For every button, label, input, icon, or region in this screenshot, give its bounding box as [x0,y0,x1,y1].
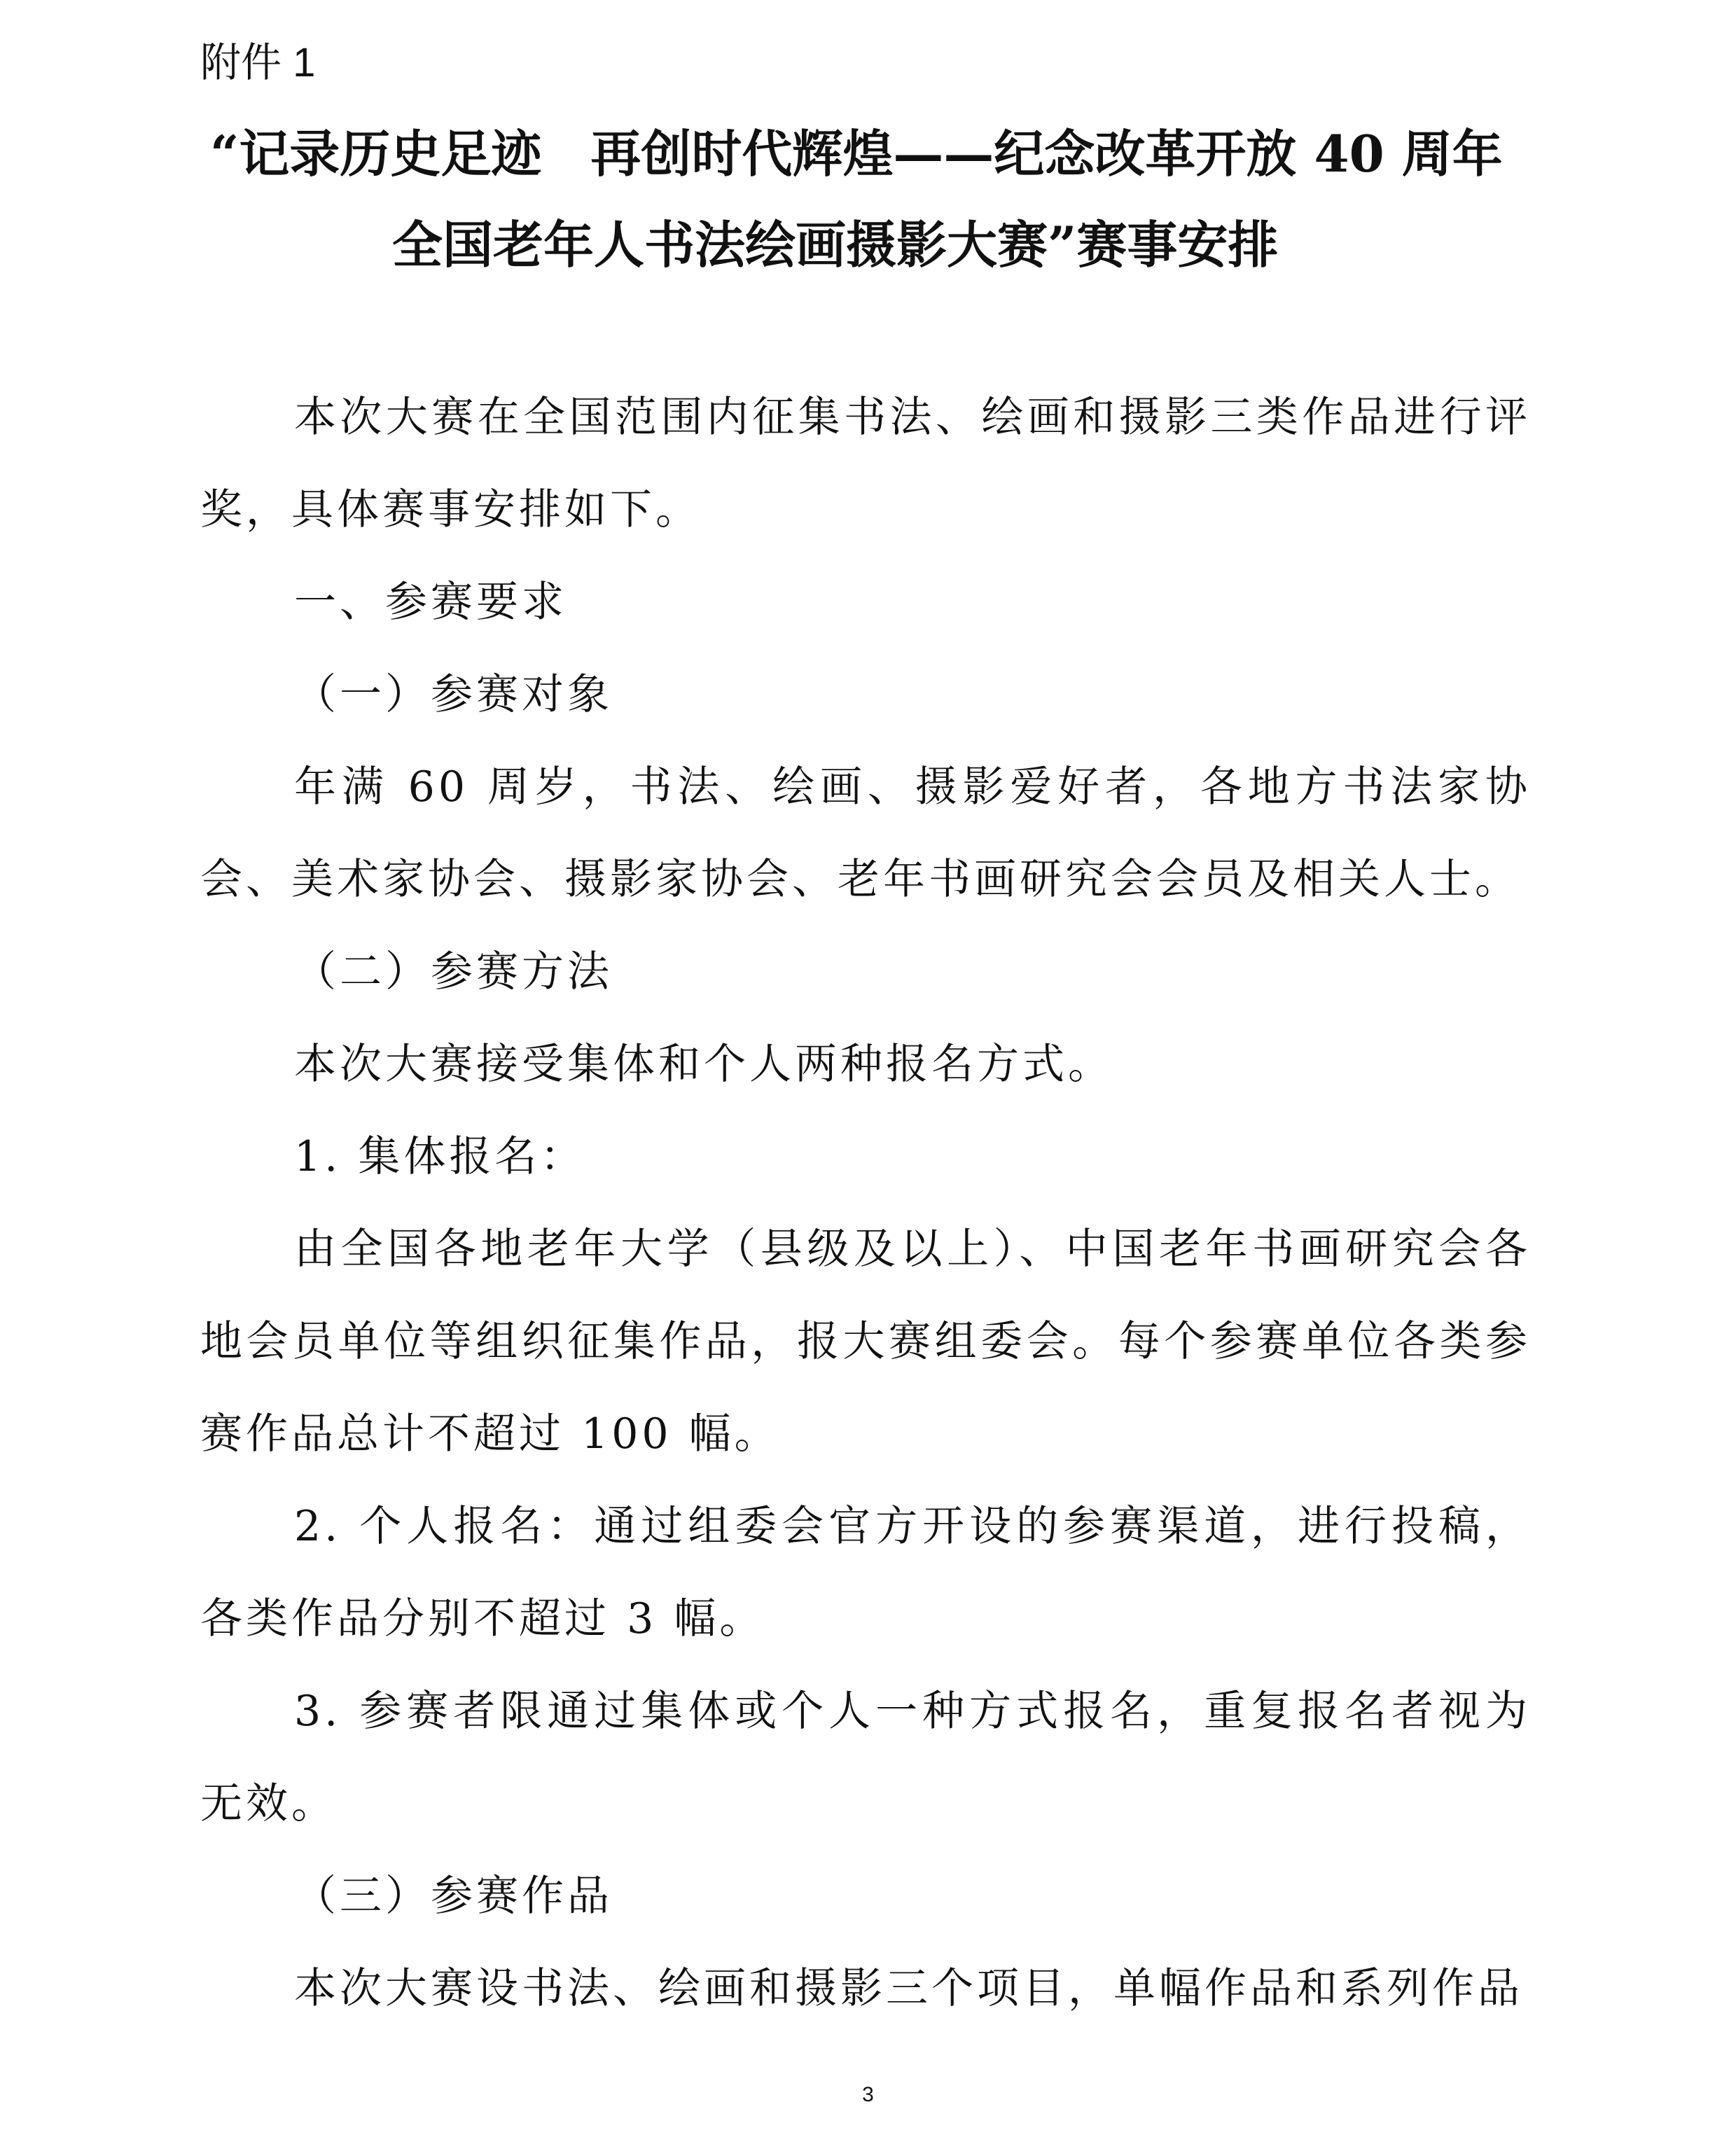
method-paragraph: 本次大赛接受集体和个人两种报名方式。 [294,1040,1113,1089]
section-heading-requirements: 一、参赛要求 [294,578,567,627]
title-line-1-part-2: 再创时代辉煌——纪念改革开放 40 周年 [590,124,1503,183]
title-line-1-part-1: “记录历史足迹 [210,124,542,183]
intro-paragraph: 本次大赛在全国范围内征集书法、绘画和摄影三类作品进行评奖，具体赛事安排如下。 [200,393,1531,534]
works-paragraph: 本次大赛设书法、绘画和摄影三个项目，单幅作品和系列作品 [294,1964,1523,2013]
document-title-line-1 [210,119,1541,189]
document-title-line-2: 全国老年人书法绘画摄影大赛”赛事安排 [392,215,1279,274]
subsection-heading-method: （二）参赛方法 [294,947,613,996]
document-body [200,371,1531,2035]
registration-limit-paragraph: 3. 参赛者限通过集体或个人一种方式报名，重复报名者视为无效。 [200,1687,1531,1828]
group-registration-heading: 1. 集体报名： [294,1132,586,1181]
individual-registration-paragraph: 2. 个人报名：通过组委会官方开设的参赛渠道，进行投稿，各类作品分别不超过 3 幅。 [200,1502,1531,1643]
subsection-heading-participants: （一）参赛对象 [294,670,613,719]
participants-paragraph: 年满 60 周岁，书法、绘画、摄影爱好者，各地方书法家协会、美术家协会、摄影家协会、老年书画研究会会员及相关人士。 [200,763,1531,904]
subsection-heading-works: （三）参赛作品 [294,1872,613,1921]
page-number: 3 [862,2083,874,2106]
attachment-label: 附件 1 [200,40,316,85]
group-registration-paragraph: 由全国各地老年大学（县级及以上）、中国老年书画研究会各地会员单位等组织征集作品，报大赛组委会。每个参赛单位各类参赛作品总计不超过 100 幅。 [200,1225,1531,1459]
